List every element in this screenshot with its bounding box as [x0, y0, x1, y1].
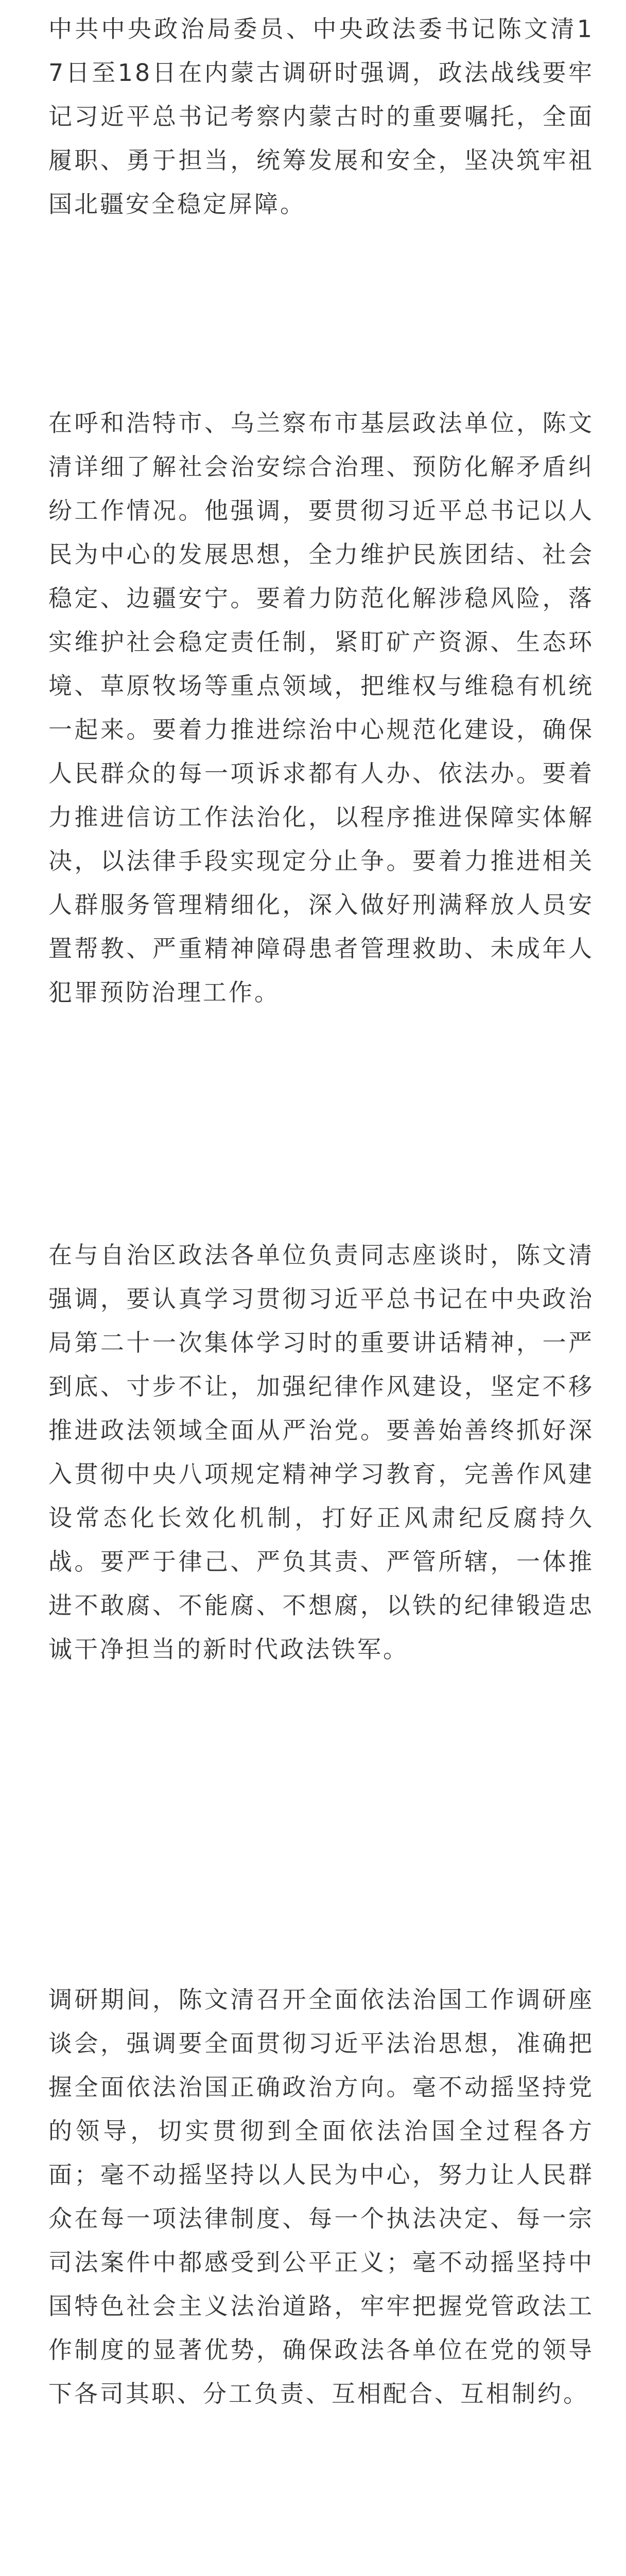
- article-paragraph-4: 调研期间，陈文清召开全面依法治国工作调研座谈会，强调要全面贯彻习近平法治思想，准确把握全面依法治国正确政治方向。毫不动摇坚持党的领导，切实贯彻到全面依法治国全过程各方面；毫不动摇坚持以人民为中心，努力让人民群众在每一项法律制度、每一个执法决定、每一宗司法案件中都感受到公平正义；毫不动摇坚持中国特色社会主义法治道路，牢牢把握党管政法工作制度的显著优势，确保政法各单位在党的领导下各司其职、分工负责、互相配合、互相制约。: [48, 1986, 594, 2408]
- article-paragraph-3: 在与自治区政法各单位负责同志座谈时，陈文清强调，要认真学习贯彻习近平总书记在中央政治局第二十一次集体学习时的重要讲话精神，一严到底、寸步不让，加强纪律作风建设，坚定不移推进政法领域全面从严治党。要善始善终抓好深入贯彻中央八项规定精神学习教育，完善作风建设常态化长效化机制，打好正风肃纪反腐持久战。要严于律己、严负其责、严管所辖，一体推进不敢腐、不能腐、不想腐，以铁的纪律锻造忠诚干净担当的新时代政法铁军。: [48, 1241, 594, 1663]
- article-paragraph-2: 在呼和浩特市、乌兰察布市基层政法单位，陈文清详细了解社会治安综合治理、预防化解矛盾纠纷工作情况。他强调，要贯彻习近平总书记以人民为中心的发展思想，全力维护民族团结、社会稳定、边疆安宁。要着力防范化解涉稳风险，落实维护社会稳定责任制，紧盯矿产资源、生态环境、草原牧场等重点领域，把维权与维稳有机统一起来。要着力推进综治中心规范化建设，确保人民群众的每一项诉求都有人办、依法办。要着力推进信访工作法治化，以程序推进保障实体解决，以法律手段实现定分止争。要着力推进相关人群服务管理精细化，深入做好刑满释放人员安置帮教、严重精神障碍患者管理救助、未成年人犯罪预防治理工作。: [48, 409, 594, 1006]
- article-paragraph-1: 中共中央政治局委员、中央政法委书记陈文清17日至18日在内蒙古调研时强调，政法战线要牢记习近平总书记考察内蒙古时的重要嘱托，全面履职、勇于担当，统筹发展和安全，坚决筑牢祖国北疆安全稳定屏障。: [48, 15, 594, 218]
